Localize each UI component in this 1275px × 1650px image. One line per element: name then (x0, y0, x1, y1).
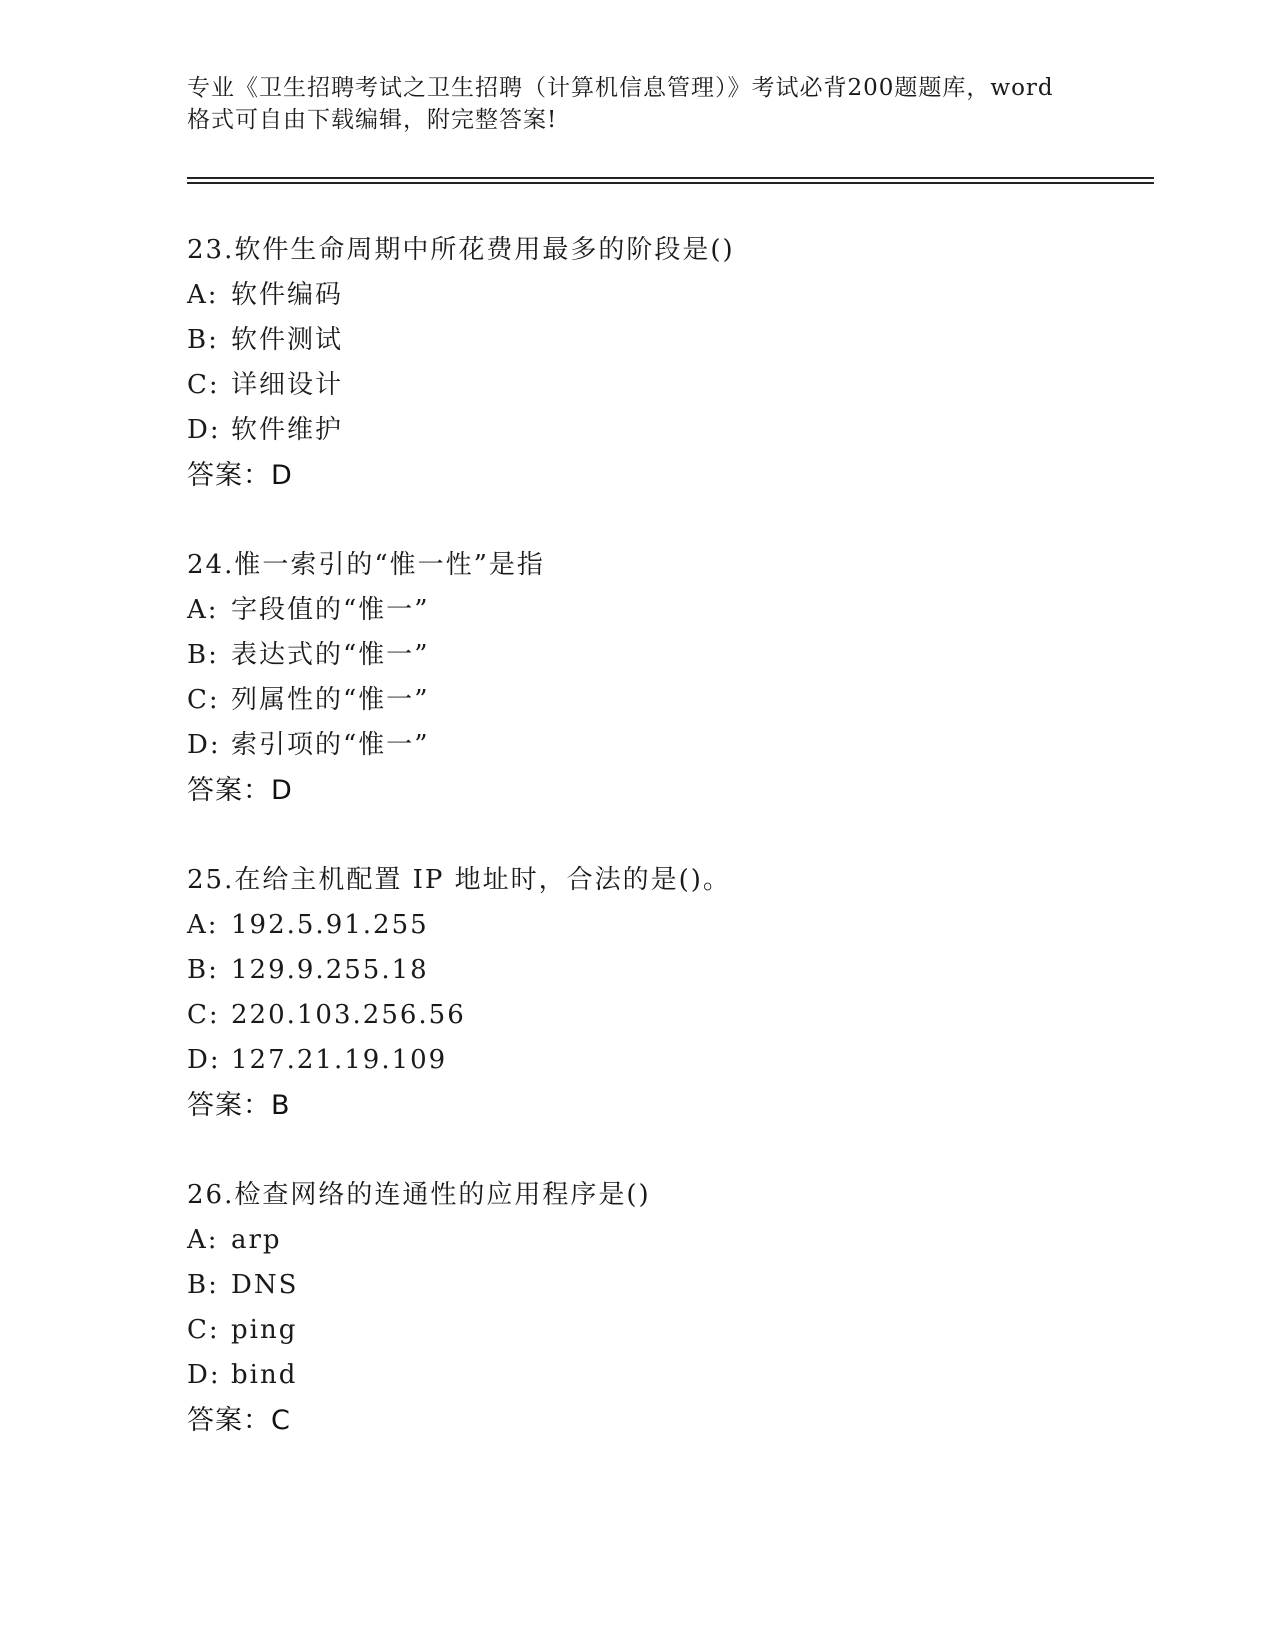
option-letter: D: (187, 1360, 221, 1390)
option-c (187, 678, 1137, 723)
answer-line: 答案：D (187, 775, 293, 806)
option-letter: C: (187, 1315, 220, 1345)
option-text: 列属性的“惟一” (231, 685, 430, 715)
option-text: 软件编码 (231, 280, 344, 310)
option-letter: A: (187, 280, 219, 310)
answer-line: 答案：B (187, 1090, 291, 1121)
answer-line: 答案：D (187, 460, 293, 491)
option-letter: D: (187, 415, 221, 445)
option-letter: A: (187, 595, 219, 625)
question-23 (187, 228, 1137, 498)
option-letter: B: (187, 1270, 219, 1300)
option-text: 索引项的“惟一” (231, 730, 430, 760)
option-text: 详细设计 (231, 370, 344, 400)
option-text: 220.103.256.56 (231, 1000, 466, 1030)
header-divider-top (187, 177, 1154, 179)
option-text: ping (231, 1315, 298, 1345)
header-line-2: 格式可自由下载编辑，附完整答案! (187, 107, 558, 133)
header-divider-bottom (187, 182, 1154, 184)
option-text: 192.5.91.255 (231, 910, 429, 940)
option-d (187, 408, 1137, 453)
question-24 (187, 543, 1137, 813)
option-text: 127.21.19.109 (231, 1045, 448, 1075)
option-text: 字段值的“惟一” (231, 595, 430, 625)
option-letter: B: (187, 955, 219, 985)
option-letter: C: (187, 685, 220, 715)
option-text: 表达式的“惟一” (231, 640, 430, 670)
option-d (187, 723, 1137, 768)
question-25 (187, 858, 1137, 1128)
option-text: 软件测试 (231, 325, 344, 355)
option-text: 软件维护 (231, 415, 344, 445)
option-text: DNS (231, 1270, 299, 1300)
option-letter: B: (187, 325, 219, 355)
option-c (187, 993, 1137, 1038)
option-letter: C: (187, 370, 220, 400)
option-text: arp (231, 1225, 282, 1255)
option-letter: D: (187, 730, 221, 760)
document-header (187, 72, 1087, 136)
option-letter: A: (187, 910, 219, 940)
question-title: 23.软件生命周期中所花费用最多的阶段是() (187, 235, 735, 265)
option-a (187, 273, 1137, 318)
option-a (187, 588, 1137, 633)
question-title: 24.惟一索引的“惟一性”是指 (187, 550, 545, 580)
option-a (187, 1218, 1137, 1263)
header-line-1: 专业《卫生招聘考试之卫生招聘（计算机信息管理）》考试必背200题题库，word (187, 75, 1054, 101)
answer-line: 答案：C (187, 1405, 291, 1436)
option-letter: C: (187, 1000, 220, 1030)
question-title: 26.检查网络的连通性的应用程序是() (187, 1180, 651, 1210)
option-c (187, 1308, 1137, 1353)
option-text: bind (231, 1360, 298, 1390)
option-letter: B: (187, 640, 219, 670)
option-b (187, 633, 1137, 678)
option-d (187, 1038, 1137, 1083)
question-26 (187, 1173, 1137, 1443)
option-c (187, 363, 1137, 408)
option-letter: D: (187, 1045, 221, 1075)
option-a (187, 903, 1137, 948)
option-b (187, 318, 1137, 363)
question-title: 25.在给主机配置 IP 地址时，合法的是()。 (187, 865, 731, 895)
option-d (187, 1353, 1137, 1398)
option-text: 129.9.255.18 (231, 955, 429, 985)
option-letter: A: (187, 1225, 219, 1255)
option-b (187, 1263, 1137, 1308)
option-b (187, 948, 1137, 993)
